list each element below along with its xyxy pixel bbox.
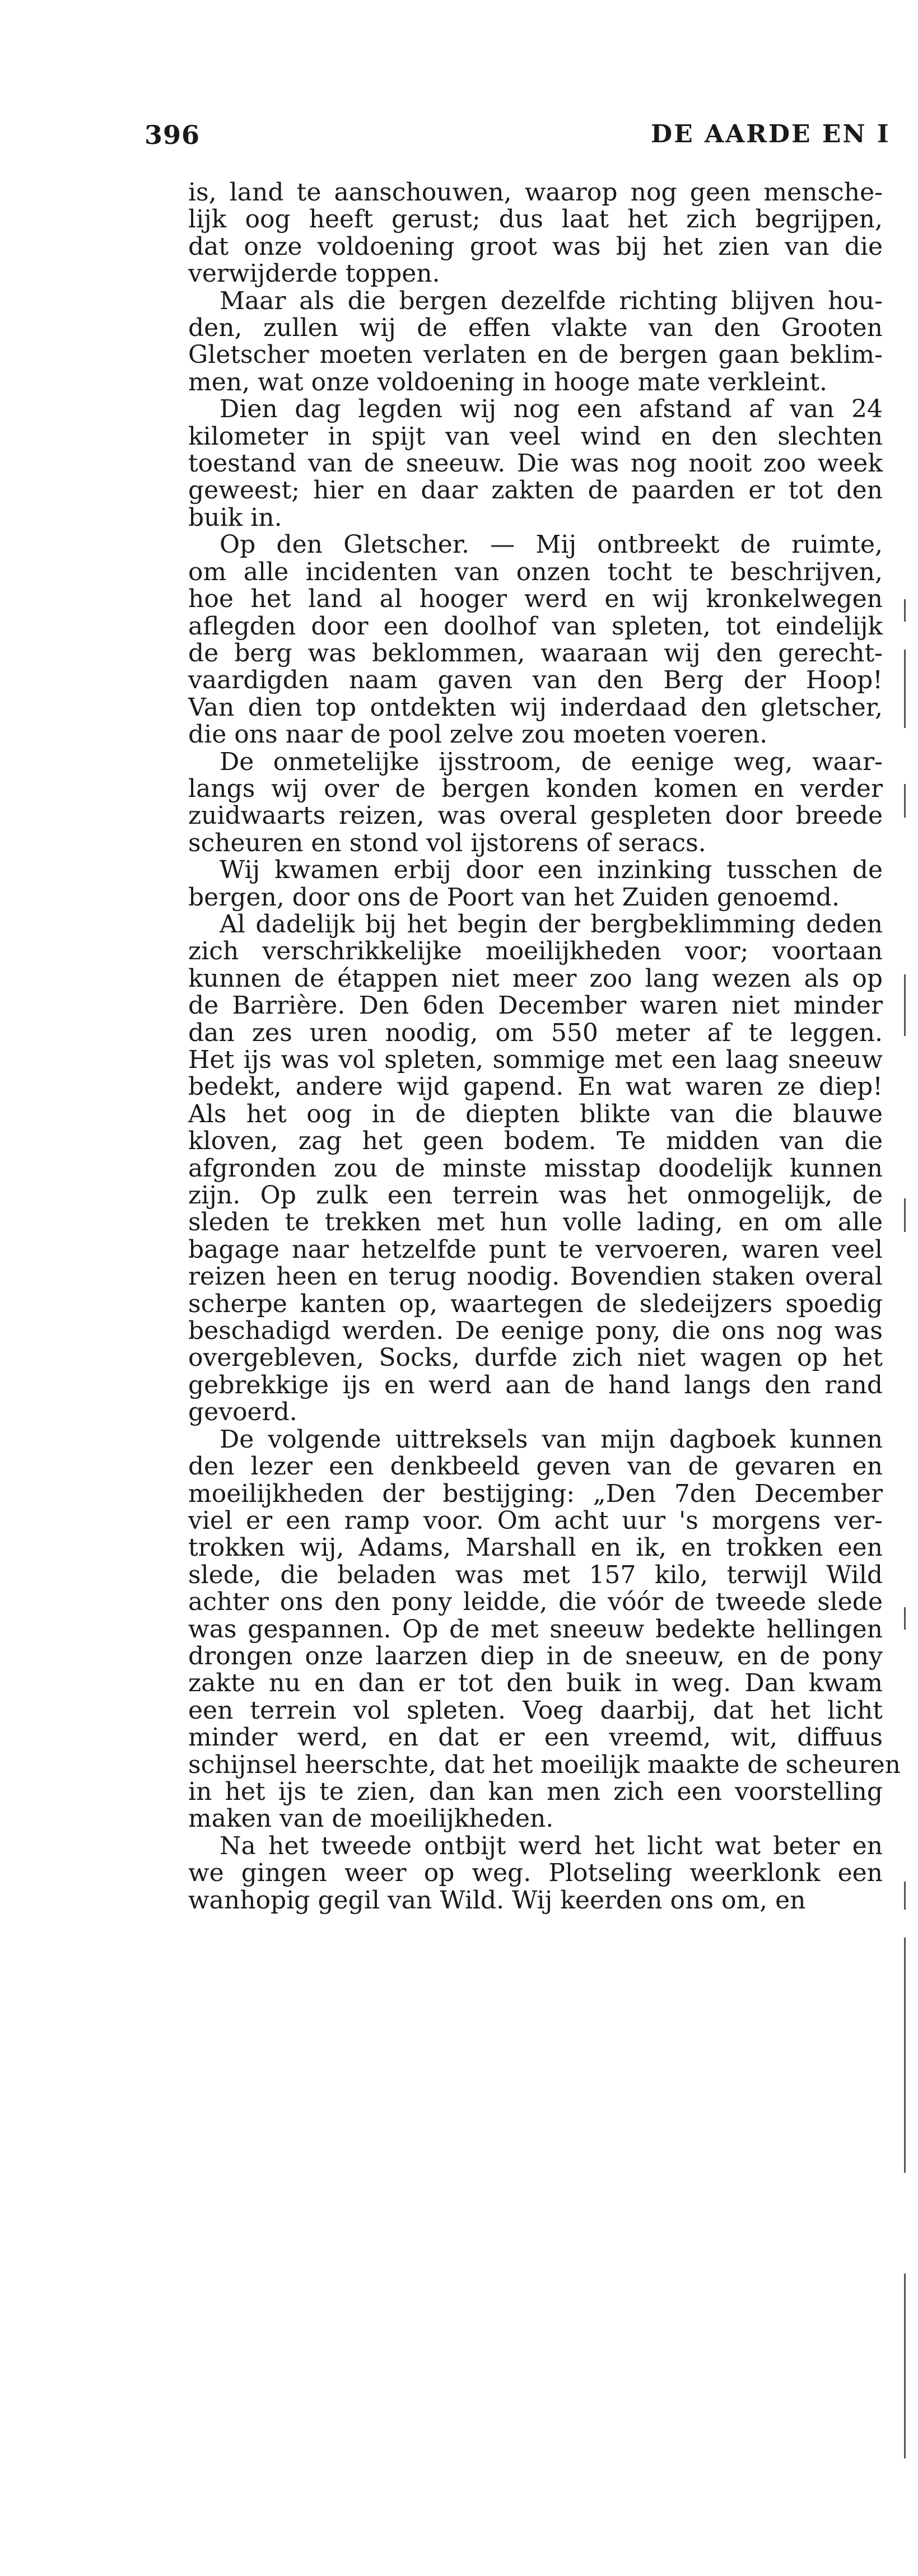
text-line: De volgende uittreksels van mijn dagboek kunnen xyxy=(220,1425,883,1454)
text-line: den, zullen wij de effen vlakte van den Grooten xyxy=(188,314,883,343)
text-line: trokken wij, Adams, Marshall en ik, en trokken een xyxy=(188,1533,883,1562)
text-line: afgronden zou de minste misstap doodelijk kunnen xyxy=(188,1154,883,1183)
text-line: vaardigden naam gaven van den Berg der Hoop! xyxy=(188,666,883,695)
margin-rule xyxy=(904,1198,906,1232)
text-line: in het ijs te zien, dan kan men zich een voorstelling xyxy=(188,1777,883,1806)
text-line: beschadigd werden. De eenige pony, die ons nog was xyxy=(188,1317,883,1346)
body-text xyxy=(188,178,901,1915)
text-line: achter ons den pony leidde, die vóór de tweede slede xyxy=(188,1588,883,1617)
text-line: Na het tweede ontbijt werd het licht wat beter en xyxy=(220,1831,883,1860)
text-line: bagage naar hetzelfde punt te vervoeren, waren veel xyxy=(188,1235,883,1264)
text-line: om alle incidenten van onzen tocht te beschrijven, xyxy=(188,557,883,586)
paragraph xyxy=(188,531,883,748)
text-line: langs wij over de bergen konden komen en verder xyxy=(188,774,883,803)
text-line: Wij kwamen erbij door een inzinking tusschen de xyxy=(220,856,883,885)
text-line: Het ijs was vol spleten, sommige met een laag sneeuw xyxy=(188,1046,883,1074)
text-line: dat onze voldoening groot was bij het zien van die xyxy=(188,232,883,261)
text-line: scheuren en stond vol ijstorens of seracs. xyxy=(188,828,706,857)
paragraph xyxy=(188,911,883,1426)
text-line: een terrein vol spleten. Voeg daarbij, dat het licht xyxy=(188,1696,883,1725)
text-line: den lezer een denkbeeld geven van de gevaren en xyxy=(188,1452,883,1481)
text-line: die ons naar de pool zelve zou moeten voeren. xyxy=(188,720,768,749)
text-line: overgebleven, Socks, durfde zich niet wagen op het xyxy=(188,1343,883,1373)
text-line: buik in. xyxy=(188,503,282,532)
text-line: dan zes uren noodig, om 550 meter af te leggen. xyxy=(188,1018,883,1047)
paragraph xyxy=(188,179,883,288)
text-line: zijn. Op zulk een terrein was het onmogelijk, de xyxy=(188,1181,883,1210)
text-line: schijnsel heerschte, dat het moeilijk maakte de scheuren xyxy=(188,1750,901,1779)
text-line: drongen onze laarzen diep in de sneeuw, en de pony xyxy=(188,1641,883,1670)
paragraph xyxy=(188,1833,883,1914)
text-line: was gespannen. Op de met sneeuw bedekte hellingen xyxy=(188,1614,883,1644)
text-line: Als het oog in de diepten blikte van die blauwe xyxy=(188,1099,883,1128)
text-line: Op den Gletscher. — Mij ontbreekt de ruimte, xyxy=(220,530,883,559)
text-line: maken van de moeilijkheden. xyxy=(188,1804,554,1833)
text-line: men, wat onze voldoening in hooge mate verkleint. xyxy=(188,367,828,396)
text-line: verwijderde toppen. xyxy=(188,259,440,288)
text-line: sleden te trekken met hun volle lading, en om alle xyxy=(188,1208,883,1237)
text-line: lijk oog heeft gerust; dus laat het zich begrijpen, xyxy=(188,205,883,234)
text-line: gevoerd. xyxy=(188,1398,297,1427)
text-line: Van dien top ontdekten wij inderdaad den gletscher, xyxy=(188,693,883,722)
text-line: de berg was beklommen, waaraan wij den gerecht- xyxy=(188,638,883,668)
page-number: 396 xyxy=(145,120,201,150)
text-line: hoe het land al hooger werd en wij kronkelwegen xyxy=(188,585,883,614)
text-line: kloven, zag het geen bodem. Te midden van die xyxy=(188,1127,883,1156)
text-line: reizen heen en terug noodig. Bovendien staken overal xyxy=(188,1262,883,1291)
running-title: DE AARDE EN I xyxy=(651,120,891,148)
paragraph xyxy=(188,288,883,396)
text-line: zuidwaarts reizen, was overal gespleten door breede xyxy=(188,801,883,830)
text-line: moeilijkheden der bestijging: „Den 7den December xyxy=(188,1479,883,1508)
text-line: de Barrière. Den 6den December waren niet minder xyxy=(188,991,883,1020)
margin-rule xyxy=(904,599,906,622)
text-line: aflegden door een doolhof van spleten, tot eindelijk xyxy=(188,612,883,641)
text-line: toestand van de sneeuw. Die was nog nooit zoo week xyxy=(188,449,883,478)
text-line: De onmetelijke ijsstroom, de eenige weg, waar- xyxy=(220,747,883,776)
text-line: bergen, door ons de Poort van het Zuiden genoemd. xyxy=(188,883,840,912)
text-line: kunnen de étappen niet meer zoo lang wezen als op xyxy=(188,964,883,993)
margin-rule xyxy=(904,650,906,728)
text-line: Gletscher moeten verlaten en de bergen gaan beklim- xyxy=(188,340,883,370)
paragraph xyxy=(188,857,883,911)
text-line: geweest; hier en daar zakten de paarden er tot den xyxy=(188,476,883,505)
text-line: bedekt, andere wijd gapend. En wat waren ze diep! xyxy=(188,1072,883,1102)
text-line: slede, die beladen was met 157 kilo, terwijl Wild xyxy=(188,1560,883,1589)
paragraph xyxy=(188,749,883,857)
text-line: wanhopig gegil van Wild. Wij keerden ons om, en xyxy=(188,1886,806,1915)
margin-rule xyxy=(904,2274,906,2458)
text-line: viel er een ramp voor. Om acht uur 's morgens ver- xyxy=(188,1506,883,1535)
text-line: Maar als die bergen dezelfde richting blijven hou- xyxy=(220,286,883,315)
margin-rule xyxy=(904,784,906,818)
text-line: is, land te aanschouwen, waarop nog geen mensche- xyxy=(188,178,883,207)
text-line: Dien dag legden wij nog een afstand af van 24 xyxy=(220,395,883,424)
text-line: kilometer in spijt van veel wind en den slechten xyxy=(188,422,883,451)
margin-rule xyxy=(904,1938,906,2173)
text-line: zich verschrikkelijke moeilijkheden voor; voortaan xyxy=(188,937,883,966)
margin-rule xyxy=(904,1882,906,1910)
text-line: we gingen weer op weg. Plotseling weerklonk een xyxy=(188,1859,883,1888)
text-line: zakte nu en dan er tot den buik in weg. Dan kwam xyxy=(188,1669,883,1698)
text-line: minder werd, en dat er een vreemd, wit, diffuus xyxy=(188,1723,883,1752)
margin-rule xyxy=(904,974,906,1036)
text-line: Al dadelijk bij het begin der bergbeklimming deden xyxy=(220,909,883,939)
text-line: scherpe kanten op, waartegen de sledeijzers spoedig xyxy=(188,1289,883,1318)
text-line: gebrekkige ijs en werd aan de hand langs den rand xyxy=(188,1370,883,1399)
margin-rule xyxy=(904,1607,906,1630)
paragraph xyxy=(188,1425,901,1833)
paragraph xyxy=(188,396,883,531)
